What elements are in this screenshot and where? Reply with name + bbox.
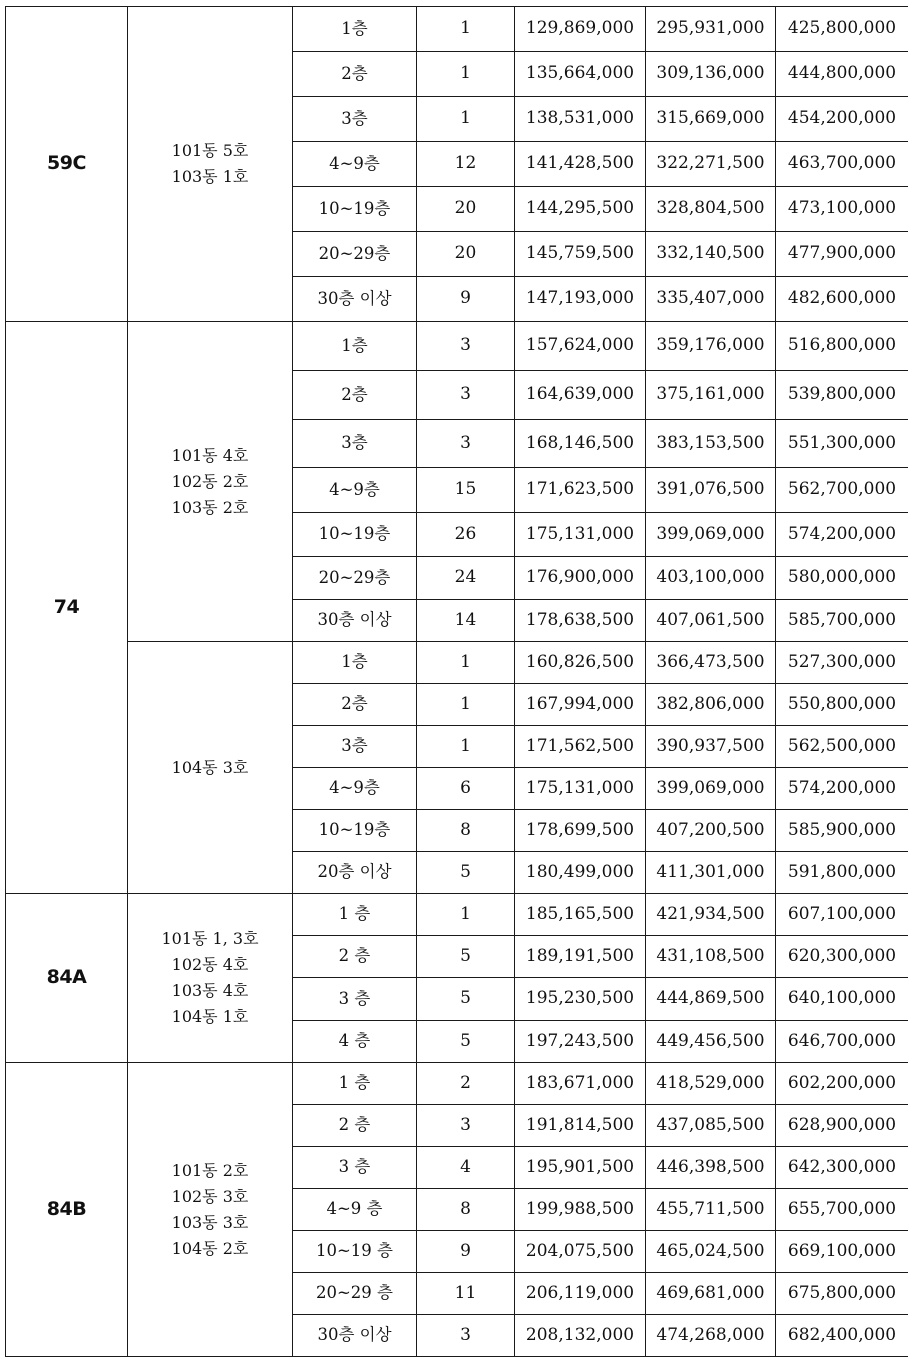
unit-count-cell: 3: [417, 371, 515, 420]
unit-count-cell: 15: [417, 468, 515, 513]
floor-cell: 20층 이상: [293, 852, 417, 894]
price-col1-cell: 145,759,500: [515, 232, 646, 277]
unit-count-cell: 5: [417, 936, 515, 978]
price-col1-cell: 160,826,500: [515, 642, 646, 684]
price-col2-cell: 407,061,500: [646, 600, 776, 642]
price-col2-cell: 359,176,000: [646, 322, 776, 371]
housing-type-cell: 84A: [6, 894, 128, 1063]
price-col1-cell: 178,638,500: [515, 600, 646, 642]
floor-cell: 10~19층: [293, 513, 417, 557]
table-row: [6, 322, 908, 371]
unit-count-cell: 1: [417, 642, 515, 684]
unit-count-cell: 3: [417, 1105, 515, 1147]
unit-line: 103동 3호: [171, 1212, 249, 1232]
price-col3-cell: 602,200,000: [776, 1063, 908, 1105]
unit-lines-cell: [128, 894, 293, 1063]
price-col2-cell: 399,069,000: [646, 513, 776, 557]
price-col3-cell: 591,800,000: [776, 852, 908, 894]
price-col3-cell: 669,100,000: [776, 1231, 908, 1273]
floor-cell: 10~19 층: [293, 1231, 417, 1273]
price-col2-cell: 366,473,500: [646, 642, 776, 684]
price-col2-cell: 403,100,000: [646, 557, 776, 600]
price-col1-cell: 175,131,000: [515, 768, 646, 810]
price-col3-cell: 516,800,000: [776, 322, 908, 371]
floor-cell: 20~29 층: [293, 1273, 417, 1315]
price-col3-cell: 562,500,000: [776, 726, 908, 768]
price-col2-cell: 375,161,000: [646, 371, 776, 420]
price-col1-cell: 180,499,000: [515, 852, 646, 894]
table-row: [6, 1063, 908, 1105]
price-col1-cell: 208,132,000: [515, 1315, 646, 1357]
price-col3-cell: 539,800,000: [776, 371, 908, 420]
unit-count-cell: 9: [417, 277, 515, 322]
unit-line: 102동 3호: [171, 1186, 249, 1206]
price-col2-cell: 431,108,500: [646, 936, 776, 978]
price-col2-cell: 474,268,000: [646, 1315, 776, 1357]
price-col2-cell: 315,669,000: [646, 97, 776, 142]
price-col2-cell: 465,024,500: [646, 1231, 776, 1273]
unit-line: 103동 2호: [171, 497, 249, 517]
price-col1-cell: 178,699,500: [515, 810, 646, 852]
price-col3-cell: 607,100,000: [776, 894, 908, 936]
price-col3-cell: 620,300,000: [776, 936, 908, 978]
floor-cell: 30층 이상: [293, 1315, 417, 1357]
price-col2-cell: 383,153,500: [646, 420, 776, 468]
table-row: [6, 7, 908, 52]
price-col1-cell: 189,191,500: [515, 936, 646, 978]
price-col1-cell: 164,639,000: [515, 371, 646, 420]
unit-count-cell: 1: [417, 726, 515, 768]
unit-line: 104동 2호: [171, 1238, 249, 1258]
price-col1-cell: 171,623,500: [515, 468, 646, 513]
price-col3-cell: 628,900,000: [776, 1105, 908, 1147]
price-table: [5, 6, 908, 1357]
floor-cell: 2층: [293, 371, 417, 420]
price-col2-cell: 328,804,500: [646, 187, 776, 232]
unit-line: 103동 4호: [171, 981, 249, 1000]
unit-line: 101동 1, 3호: [161, 929, 259, 948]
floor-cell: 3층: [293, 420, 417, 468]
floor-cell: 4~9층: [293, 768, 417, 810]
price-table-container: [5, 6, 908, 1357]
price-col1-cell: 175,131,000: [515, 513, 646, 557]
price-col1-cell: 195,901,500: [515, 1147, 646, 1189]
price-col3-cell: 463,700,000: [776, 142, 908, 187]
floor-cell: 1층: [293, 322, 417, 371]
floor-cell: 3 층: [293, 978, 417, 1021]
floor-cell: 3 층: [293, 1147, 417, 1189]
price-col2-cell: 418,529,000: [646, 1063, 776, 1105]
price-col2-cell: 446,398,500: [646, 1147, 776, 1189]
price-col1-cell: 144,295,500: [515, 187, 646, 232]
floor-cell: 30층 이상: [293, 277, 417, 322]
unit-count-cell: 14: [417, 600, 515, 642]
price-col1-cell: 199,988,500: [515, 1189, 646, 1231]
price-col3-cell: 574,200,000: [776, 768, 908, 810]
floor-cell: 20~29층: [293, 232, 417, 277]
price-col3-cell: 585,900,000: [776, 810, 908, 852]
unit-count-cell: 5: [417, 852, 515, 894]
floor-cell: 4~9층: [293, 468, 417, 513]
price-col2-cell: 309,136,000: [646, 52, 776, 97]
floor-cell: 4~9층: [293, 142, 417, 187]
housing-type-cell: 84B: [6, 1063, 128, 1357]
price-col1-cell: 138,531,000: [515, 97, 646, 142]
floor-cell: 1층: [293, 7, 417, 52]
unit-line: 101동 4호: [171, 445, 249, 465]
price-col3-cell: 574,200,000: [776, 513, 908, 557]
unit-line: 101동 2호: [171, 1160, 249, 1180]
price-col2-cell: 411,301,000: [646, 852, 776, 894]
unit-line: 104동 3호: [171, 757, 249, 777]
price-col3-cell: 642,300,000: [776, 1147, 908, 1189]
price-col1-cell: 176,900,000: [515, 557, 646, 600]
price-col2-cell: 437,085,500: [646, 1105, 776, 1147]
price-col3-cell: 682,400,000: [776, 1315, 908, 1357]
price-col2-cell: 335,407,000: [646, 277, 776, 322]
unit-count-cell: 6: [417, 768, 515, 810]
price-col2-cell: 407,200,500: [646, 810, 776, 852]
unit-count-cell: 1: [417, 7, 515, 52]
price-col3-cell: 585,700,000: [776, 600, 908, 642]
unit-line: 101동 5호: [171, 141, 249, 160]
floor-cell: 3층: [293, 97, 417, 142]
price-col1-cell: 129,869,000: [515, 7, 646, 52]
price-col2-cell: 390,937,500: [646, 726, 776, 768]
unit-count-cell: 20: [417, 232, 515, 277]
price-col2-cell: 469,681,000: [646, 1273, 776, 1315]
price-col3-cell: 425,800,000: [776, 7, 908, 52]
price-table-body: [6, 7, 908, 1357]
price-col3-cell: 482,600,000: [776, 277, 908, 322]
unit-count-cell: 3: [417, 322, 515, 371]
unit-count-cell: 1: [417, 52, 515, 97]
price-col3-cell: 473,100,000: [776, 187, 908, 232]
unit-count-cell: 8: [417, 810, 515, 852]
price-col1-cell: 171,562,500: [515, 726, 646, 768]
floor-cell: 2층: [293, 52, 417, 97]
unit-lines-cell: [128, 322, 293, 642]
unit-count-cell: 9: [417, 1231, 515, 1273]
unit-count-cell: 26: [417, 513, 515, 557]
price-col3-cell: 477,900,000: [776, 232, 908, 277]
housing-type-cell: 59C: [6, 7, 128, 322]
floor-cell: 1 층: [293, 894, 417, 936]
unit-line: 103동 1호: [171, 167, 249, 186]
price-col2-cell: 382,806,000: [646, 684, 776, 726]
price-col3-cell: 580,000,000: [776, 557, 908, 600]
unit-line: 102동 2호: [171, 471, 249, 491]
unit-lines-cell: [128, 1063, 293, 1357]
price-col2-cell: 399,069,000: [646, 768, 776, 810]
price-col2-cell: 455,711,500: [646, 1189, 776, 1231]
floor-cell: 2 층: [293, 1105, 417, 1147]
price-col3-cell: 550,800,000: [776, 684, 908, 726]
unit-line: 104동 1호: [171, 1007, 249, 1026]
unit-count-cell: 4: [417, 1147, 515, 1189]
floor-cell: 1층: [293, 642, 417, 684]
price-col1-cell: 195,230,500: [515, 978, 646, 1021]
price-col1-cell: 167,994,000: [515, 684, 646, 726]
unit-count-cell: 20: [417, 187, 515, 232]
unit-count-cell: 12: [417, 142, 515, 187]
price-col1-cell: 147,193,000: [515, 277, 646, 322]
price-col3-cell: 444,800,000: [776, 52, 908, 97]
unit-count-cell: 2: [417, 1063, 515, 1105]
price-col2-cell: 449,456,500: [646, 1021, 776, 1063]
unit-count-cell: 8: [417, 1189, 515, 1231]
price-col1-cell: 197,243,500: [515, 1021, 646, 1063]
price-col2-cell: 444,869,500: [646, 978, 776, 1021]
price-col2-cell: 332,140,500: [646, 232, 776, 277]
price-col1-cell: 206,119,000: [515, 1273, 646, 1315]
price-col1-cell: 141,428,500: [515, 142, 646, 187]
unit-count-cell: 1: [417, 97, 515, 142]
price-col2-cell: 322,271,500: [646, 142, 776, 187]
housing-type-cell: 74: [6, 322, 128, 894]
unit-lines-cell: [128, 7, 293, 322]
unit-count-cell: 1: [417, 684, 515, 726]
floor-cell: 10~19층: [293, 187, 417, 232]
unit-line: 102동 4호: [171, 955, 249, 974]
price-col3-cell: 551,300,000: [776, 420, 908, 468]
table-row: [6, 894, 908, 936]
price-col3-cell: 562,700,000: [776, 468, 908, 513]
price-col1-cell: 185,165,500: [515, 894, 646, 936]
floor-cell: 2층: [293, 684, 417, 726]
price-col1-cell: 183,671,000: [515, 1063, 646, 1105]
price-col3-cell: 675,800,000: [776, 1273, 908, 1315]
price-col3-cell: 655,700,000: [776, 1189, 908, 1231]
unit-count-cell: 3: [417, 1315, 515, 1357]
unit-lines-cell: [128, 642, 293, 894]
price-col2-cell: 391,076,500: [646, 468, 776, 513]
price-col2-cell: 421,934,500: [646, 894, 776, 936]
floor-cell: 4 층: [293, 1021, 417, 1063]
floor-cell: 10~19층: [293, 810, 417, 852]
price-col1-cell: 135,664,000: [515, 52, 646, 97]
unit-count-cell: 1: [417, 894, 515, 936]
unit-count-cell: 24: [417, 557, 515, 600]
unit-count-cell: 11: [417, 1273, 515, 1315]
unit-count-cell: 3: [417, 420, 515, 468]
unit-count-cell: 5: [417, 1021, 515, 1063]
unit-count-cell: 5: [417, 978, 515, 1021]
price-col1-cell: 204,075,500: [515, 1231, 646, 1273]
floor-cell: 30층 이상: [293, 600, 417, 642]
table-row: [6, 642, 908, 684]
price-col1-cell: 168,146,500: [515, 420, 646, 468]
floor-cell: 20~29층: [293, 557, 417, 600]
price-col3-cell: 527,300,000: [776, 642, 908, 684]
floor-cell: 3층: [293, 726, 417, 768]
floor-cell: 1 층: [293, 1063, 417, 1105]
floor-cell: 4~9 층: [293, 1189, 417, 1231]
price-col3-cell: 640,100,000: [776, 978, 908, 1021]
price-col3-cell: 646,700,000: [776, 1021, 908, 1063]
price-col1-cell: 191,814,500: [515, 1105, 646, 1147]
price-col2-cell: 295,931,000: [646, 7, 776, 52]
floor-cell: 2 층: [293, 936, 417, 978]
price-col1-cell: 157,624,000: [515, 322, 646, 371]
price-col3-cell: 454,200,000: [776, 97, 908, 142]
